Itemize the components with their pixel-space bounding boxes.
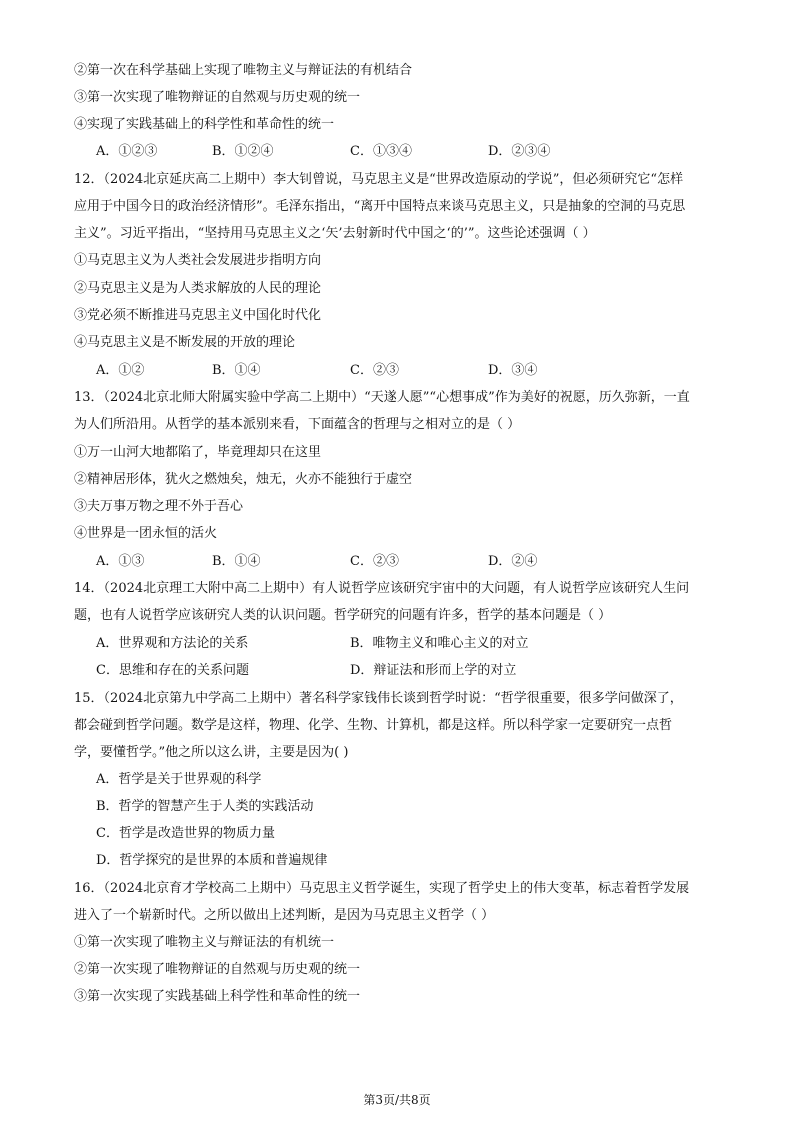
q11-item-4: ④实现了实践基础上的科学性和革命性的统一 bbox=[74, 117, 335, 132]
q13-item-4: ④世界是一团永恒的活火 bbox=[74, 526, 218, 541]
q11-choice-a[interactable]: A．①②③ bbox=[96, 144, 158, 159]
q14-choices-row-1 bbox=[96, 635, 736, 653]
q14-choice-c[interactable]: C．思维和存在的关系问题 bbox=[96, 663, 249, 678]
q13-choice-d[interactable]: D．②④ bbox=[488, 554, 538, 569]
q14-choice-d[interactable]: D．辩证法和形而上学的对立 bbox=[350, 663, 517, 678]
q14-choice-a[interactable]: A．世界观和方法论的关系 bbox=[96, 636, 249, 651]
q13-item-1: ①万一山河大地都陷了，毕竟理却只在这里 bbox=[74, 445, 322, 460]
q12-choice-d[interactable]: D．③④ bbox=[488, 363, 538, 378]
page-number: 第3页/共8页 bbox=[363, 1093, 431, 1107]
q12-stem-line-1: 12．（2024北京延庆高二上期中）李大钊曾说，马克思主义是“世界改造原动的学说”，但必须研究它“怎样 bbox=[74, 172, 684, 187]
q11-choice-c[interactable]: C．①③④ bbox=[350, 144, 412, 159]
q13-stem-line-1: 13．（2024北京北师大附属实验中学高二上期中）“天遂人愿”“心想事成”作为美好的祝愿，历久弥新，一直 bbox=[74, 390, 690, 405]
q14-choices-row-2 bbox=[96, 662, 736, 680]
q15-choice-d[interactable]: D．哲学探究的是世界的本质和普遍规律 bbox=[96, 853, 328, 868]
q11-item-2: ②第一次在科学基础上实现了唯物主义与辩证法的有机结合 bbox=[74, 63, 413, 78]
q12-choice-c[interactable]: C．②③ bbox=[350, 363, 399, 378]
q13-choice-c[interactable]: C．②③ bbox=[350, 554, 399, 569]
q12-choices bbox=[96, 362, 736, 380]
q11-item-3: ③第一次实现了唯物辩证的自然观与历史观的统一 bbox=[74, 90, 361, 105]
q13-stem-line-2: 为人们所沿用。从哲学的基本派别来看，下面蕴含的哲理与之相对立的是（ ） bbox=[74, 417, 521, 432]
q14-stem-line-2: 题，也有人说哲学应该研究人类的认识问题。哲学研究的问题有许多，哲学的基本问题是（ ） bbox=[74, 608, 612, 623]
q12-item-1: ①马克思主义为人类社会发展进步指明方向 bbox=[74, 253, 322, 268]
q16-item-2: ②第一次实现了唯物辩证的自然观与历史观的统一 bbox=[74, 962, 361, 977]
q14-choice-b[interactable]: B．唯物主义和唯心主义的对立 bbox=[350, 636, 529, 651]
q16-stem-line-2: 进入了一个崭新时代。之所以做出上述判断，是因为马克思主义哲学（ ） bbox=[74, 908, 495, 923]
q13-item-3: ③夫万事万物之理不外于吾心 bbox=[74, 499, 244, 514]
q15-choice-c[interactable]: C．哲学是改造世界的物质力量 bbox=[96, 826, 275, 841]
q16-item-1: ①第一次实现了唯物主义与辩证法的有机统一 bbox=[74, 935, 335, 950]
q12-choice-b[interactable]: B．①④ bbox=[212, 363, 261, 378]
q11-choice-b[interactable]: B．①②④ bbox=[212, 144, 274, 159]
q11-choices bbox=[96, 143, 736, 161]
q12-item-2: ②马克思主义是为人类求解放的人民的理论 bbox=[74, 281, 322, 296]
q13-choice-a[interactable]: A．①③ bbox=[96, 554, 145, 569]
q13-choice-b[interactable]: B．①④ bbox=[212, 554, 261, 569]
q15-stem-line-1: 15．（2024北京第九中学高二上期中）著名科学家钱伟长谈到哲学时说：“哲学很重要，很多学问做深了， bbox=[74, 691, 683, 706]
q16-stem-line-1: 16．（2024北京育才学校高二上期中）马克思主义哲学诞生，实现了哲学史上的伟大变革，标志着哲学发展 bbox=[74, 881, 690, 896]
q12-item-3: ③党必须不断推进马克思主义中国化时代化 bbox=[74, 308, 322, 323]
q12-stem-line-3: 主义”。习近平指出，“坚持用马克思主义之‘矢’去射新时代中国之‘的’”。这些论述强调（ ） bbox=[74, 226, 596, 241]
q12-stem-line-2: 应用于中国今日的政治经济情形”。毛泽东指出，“离开中国特点来谈马克思主义，只是抽象的空洞的马克思 bbox=[74, 199, 686, 214]
q12-choice-a[interactable]: A．①② bbox=[96, 363, 145, 378]
q13-choices bbox=[96, 553, 736, 571]
q14-stem-line-1: 14．（2024北京理工大附中高二上期中）有人说哲学应该研究宇宙中的大问题，有人说哲学应该研究人生问 bbox=[74, 581, 690, 596]
q13-item-2: ②精神居形体，犹火之燃烛矣，烛无，火亦不能独行于虚空 bbox=[74, 472, 413, 487]
q12-item-4: ④马克思主义是不断发展的开放的理论 bbox=[74, 335, 296, 350]
q15-stem-line-2: 都会碰到哲学问题。数学是这样，物理、化学、生物、计算机，都是这样。所以科学家一定要研究一点哲 bbox=[74, 718, 673, 733]
q15-choice-a[interactable]: A．哲学是关于世界观的科学 bbox=[96, 772, 262, 787]
q15-choice-b[interactable]: B．哲学的智慧产生于人类的实践活动 bbox=[96, 799, 314, 814]
q11-choice-d[interactable]: D．②③④ bbox=[488, 144, 551, 159]
q16-item-3: ③第一次实现了实践基础上科学性和革命性的统一 bbox=[74, 989, 361, 1004]
q15-stem-line-3: 学，要懂哲学。”他之所以这么讲，主要是因为( ) bbox=[74, 745, 349, 760]
